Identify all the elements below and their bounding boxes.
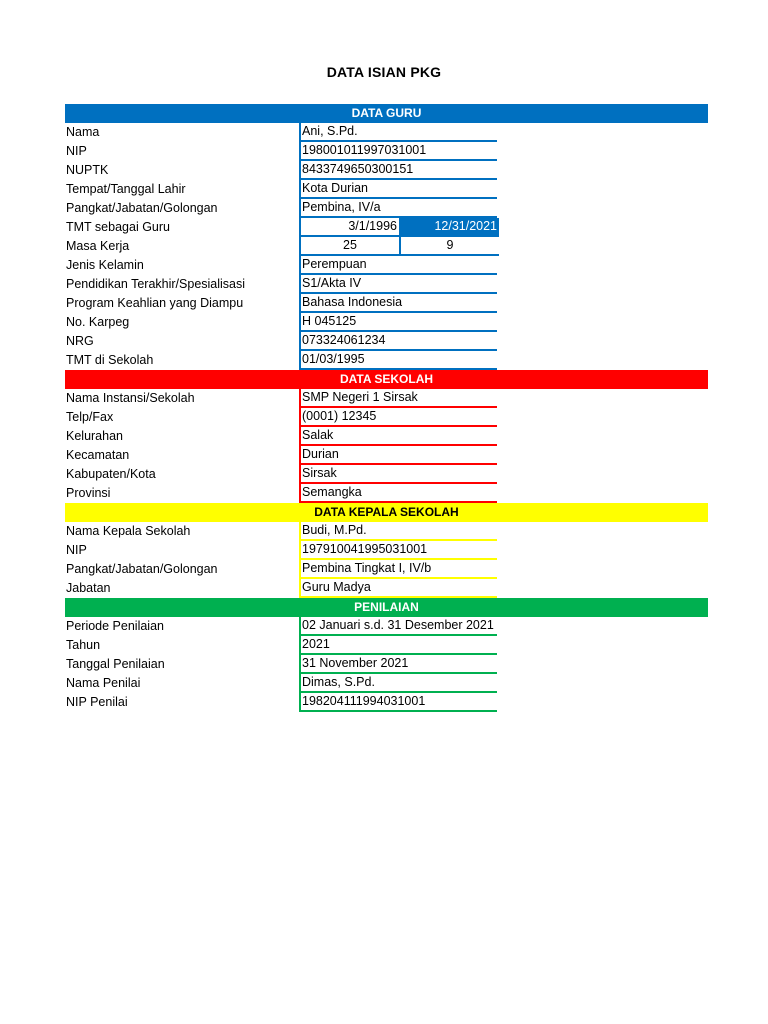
nama-penilai-field[interactable]: Dimas, S.Pd.: [299, 674, 497, 693]
masa-kerja-bulan-field[interactable]: 9: [446, 238, 454, 252]
field-label: Nama: [66, 125, 100, 139]
pkg-form-sheet: [65, 104, 708, 712]
kelurahan-field[interactable]: Salak: [299, 427, 497, 446]
field-label: NIP Penilai: [66, 695, 128, 709]
field-label: Tahun: [66, 638, 101, 652]
periode-penilaian-field[interactable]: 02 Januari s.d. 31 Desember 2021: [299, 617, 497, 636]
form-row-tmt: [65, 218, 708, 237]
form-row: [65, 655, 708, 674]
form-row: [65, 180, 708, 199]
field-label: Jenis Kelamin: [66, 258, 144, 272]
tmt-start-field[interactable]: 3/1/1996: [301, 218, 401, 235]
provinsi-field[interactable]: Semangka: [299, 484, 497, 503]
field-label: NIP: [66, 144, 87, 158]
jabatan-field[interactable]: Guru Madya: [299, 579, 497, 598]
pendidikan-field[interactable]: S1/Akta IV: [299, 275, 497, 294]
field-label: Telp/Fax: [66, 410, 114, 424]
field-label: TMT di Sekolah: [66, 353, 154, 367]
form-row: [65, 693, 708, 712]
field-label: Masa Kerja: [66, 239, 130, 253]
field-label: Pangkat/Jabatan/Golongan: [66, 562, 218, 576]
form-row: [65, 199, 708, 218]
nip-penilai-field[interactable]: 198204111994031001: [299, 693, 497, 712]
form-row: [65, 408, 708, 427]
masa-kerja-split: [299, 237, 499, 256]
field-label: Jabatan: [66, 581, 111, 595]
kecamatan-field[interactable]: Durian: [299, 446, 497, 465]
form-row: [65, 484, 708, 503]
field-label: NIP: [66, 543, 87, 557]
form-row: [65, 161, 708, 180]
form-row: [65, 256, 708, 275]
masa-kerja-tahun-field[interactable]: 25: [301, 237, 401, 254]
field-label: Kecamatan: [66, 448, 130, 462]
section-data-sekolah: [65, 370, 708, 503]
tempat-tanggal-lahir-field[interactable]: Kota Durian: [299, 180, 497, 199]
field-label: Nama Penilai: [66, 676, 141, 690]
field-label: Nama Instansi/Sekolah: [66, 391, 195, 405]
form-row: [65, 522, 708, 541]
nama-guru-field[interactable]: Ani, S.Pd.: [299, 123, 497, 142]
section-header-sekolah: DATA SEKOLAH: [65, 370, 708, 389]
tahun-field[interactable]: 2021: [299, 636, 497, 655]
section-header-kepala: DATA KEPALA SEKOLAH: [65, 503, 708, 522]
jenis-kelamin-field[interactable]: Perempuan: [299, 256, 497, 275]
pangkat-guru-field[interactable]: Pembina, IV/a: [299, 199, 497, 218]
field-label: NRG: [66, 334, 94, 348]
nip-guru-field[interactable]: 198001011997031001: [299, 142, 497, 161]
field-label: Program Keahlian yang Diampu: [66, 296, 244, 310]
section-header-guru: DATA GURU: [65, 104, 708, 123]
section-data-guru: [65, 104, 708, 370]
page-title: DATA ISIAN PKG: [326, 64, 442, 80]
field-label: Nama Kepala Sekolah: [66, 524, 191, 538]
field-label: NUPTK: [66, 163, 109, 177]
form-row: [65, 351, 708, 370]
tmt-end-field[interactable]: 12/31/2021: [401, 218, 499, 235]
section-header-penilaian: PENILAIAN: [65, 598, 708, 617]
program-keahlian-field[interactable]: Bahasa Indonesia: [299, 294, 497, 313]
form-row: [65, 427, 708, 446]
field-label: Pendidikan Terakhir/Spesialisasi: [66, 277, 246, 291]
field-label: TMT sebagai Guru: [66, 220, 170, 234]
field-label: No. Karpeg: [66, 315, 130, 329]
section-penilaian: [65, 598, 708, 712]
form-row: [65, 275, 708, 294]
form-row: [65, 579, 708, 598]
form-row: [65, 465, 708, 484]
tanggal-penilaian-field[interactable]: 31 November 2021: [299, 655, 497, 674]
form-row: [65, 617, 708, 636]
form-row: [65, 446, 708, 465]
tmt-guru-split: [299, 218, 499, 237]
form-row: [65, 636, 708, 655]
section-data-kepala-sekolah: [65, 503, 708, 598]
tmt-sekolah-field[interactable]: 01/03/1995: [299, 351, 497, 370]
form-row: [65, 142, 708, 161]
nrg-field[interactable]: 073324061234: [299, 332, 497, 351]
field-label: Kelurahan: [66, 429, 123, 443]
form-row: [65, 294, 708, 313]
form-row: [65, 560, 708, 579]
pangkat-kepala-field[interactable]: Pembina Tingkat I, IV/b: [299, 560, 497, 579]
nip-kepala-field[interactable]: 197910041995031001: [299, 541, 497, 560]
form-row: [65, 674, 708, 693]
field-label: Tanggal Penilaian: [66, 657, 165, 671]
form-row: [65, 123, 708, 142]
field-label: Tempat/Tanggal Lahir: [66, 182, 186, 196]
form-row: [65, 541, 708, 560]
form-row: [65, 332, 708, 351]
field-label: Pangkat/Jabatan/Golongan: [66, 201, 218, 215]
telp-fax-field[interactable]: (0001) 12345: [299, 408, 497, 427]
field-label: Provinsi: [66, 486, 111, 500]
form-row: [65, 389, 708, 408]
kabupaten-kota-field[interactable]: Sirsak: [299, 465, 497, 484]
karpeg-field[interactable]: H 045125: [299, 313, 497, 332]
field-label: Kabupaten/Kota: [66, 467, 156, 481]
form-row-masa-kerja: [65, 237, 708, 256]
field-label: Periode Penilaian: [66, 619, 164, 633]
nuptk-field[interactable]: 8433749650300151: [299, 161, 497, 180]
nama-sekolah-field[interactable]: SMP Negeri 1 Sirsak: [299, 389, 497, 408]
form-row: [65, 313, 708, 332]
nama-kepala-field[interactable]: Budi, M.Pd.: [299, 522, 497, 541]
